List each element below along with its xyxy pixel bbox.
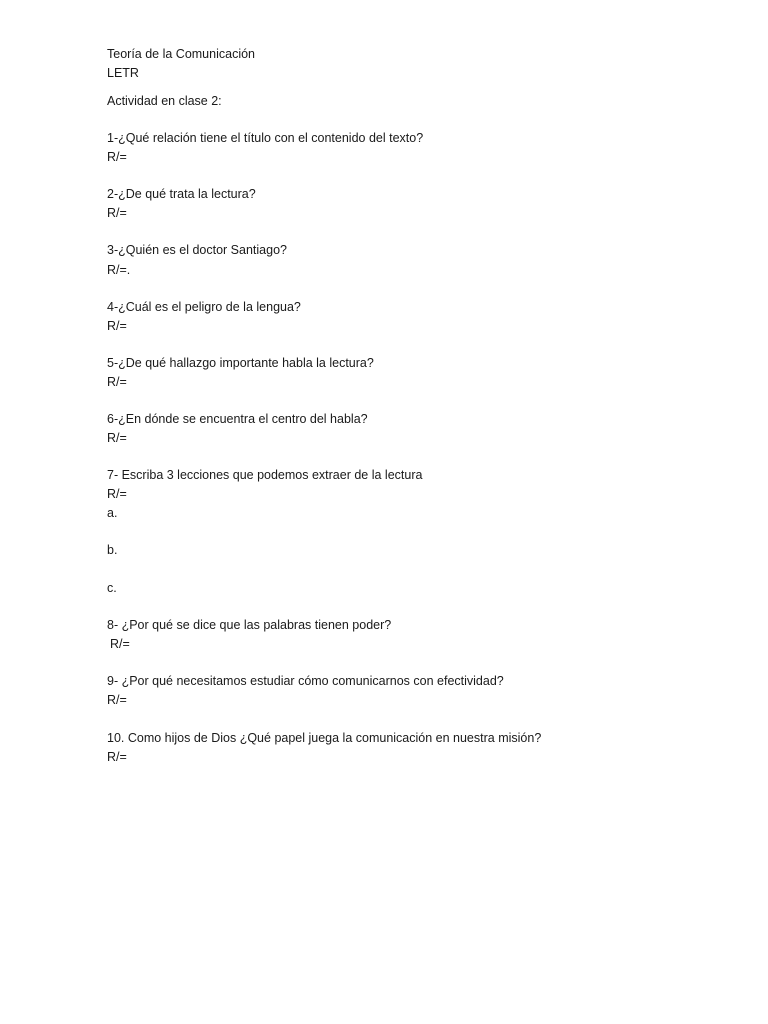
answer-1: R/=	[107, 150, 127, 164]
question-1: 1-¿Qué relación tiene el título con el contenido del texto?	[107, 131, 424, 145]
course-code: LETR	[107, 66, 139, 80]
answer-6: R/=	[107, 431, 127, 445]
lesson-item-c: c.	[107, 581, 117, 595]
question-10: 10. Como hijos de Dios ¿Qué papel juega la comunicación en nuestra misión?	[107, 731, 542, 745]
answer-7: R/=	[107, 487, 127, 501]
answer-9: R/=	[107, 693, 127, 707]
answer-3: R/=.	[107, 263, 131, 277]
question-4: 4-¿Cuál es el peligro de la lengua?	[107, 300, 301, 314]
answer-2: R/=	[107, 206, 127, 220]
question-5: 5-¿De qué hallazgo importante habla la lectura?	[107, 356, 374, 370]
question-2: 2-¿De qué trata la lectura?	[107, 187, 256, 201]
activity-title: Actividad en clase 2:	[107, 94, 222, 108]
question-8: 8- ¿Por qué se dice que las palabras tienen poder?	[107, 618, 392, 632]
answer-4: R/=	[107, 319, 127, 333]
course-title: Teoría de la Comunicación	[107, 47, 255, 61]
question-7: 7- Escriba 3 lecciones que podemos extraer de la lectura	[107, 468, 423, 482]
lesson-item-a: a.	[107, 506, 118, 520]
answer-5: R/=	[107, 375, 127, 389]
question-9: 9- ¿Por qué necesitamos estudiar cómo comunicarnos con efectividad?	[107, 674, 504, 688]
lesson-item-b: b.	[107, 543, 118, 557]
answer-10: R/=	[107, 750, 127, 764]
answer-8: R/=	[110, 637, 130, 651]
question-6: 6-¿En dónde se encuentra el centro del habla?	[107, 412, 368, 426]
question-3: 3-¿Quién es el doctor Santiago?	[107, 243, 287, 257]
